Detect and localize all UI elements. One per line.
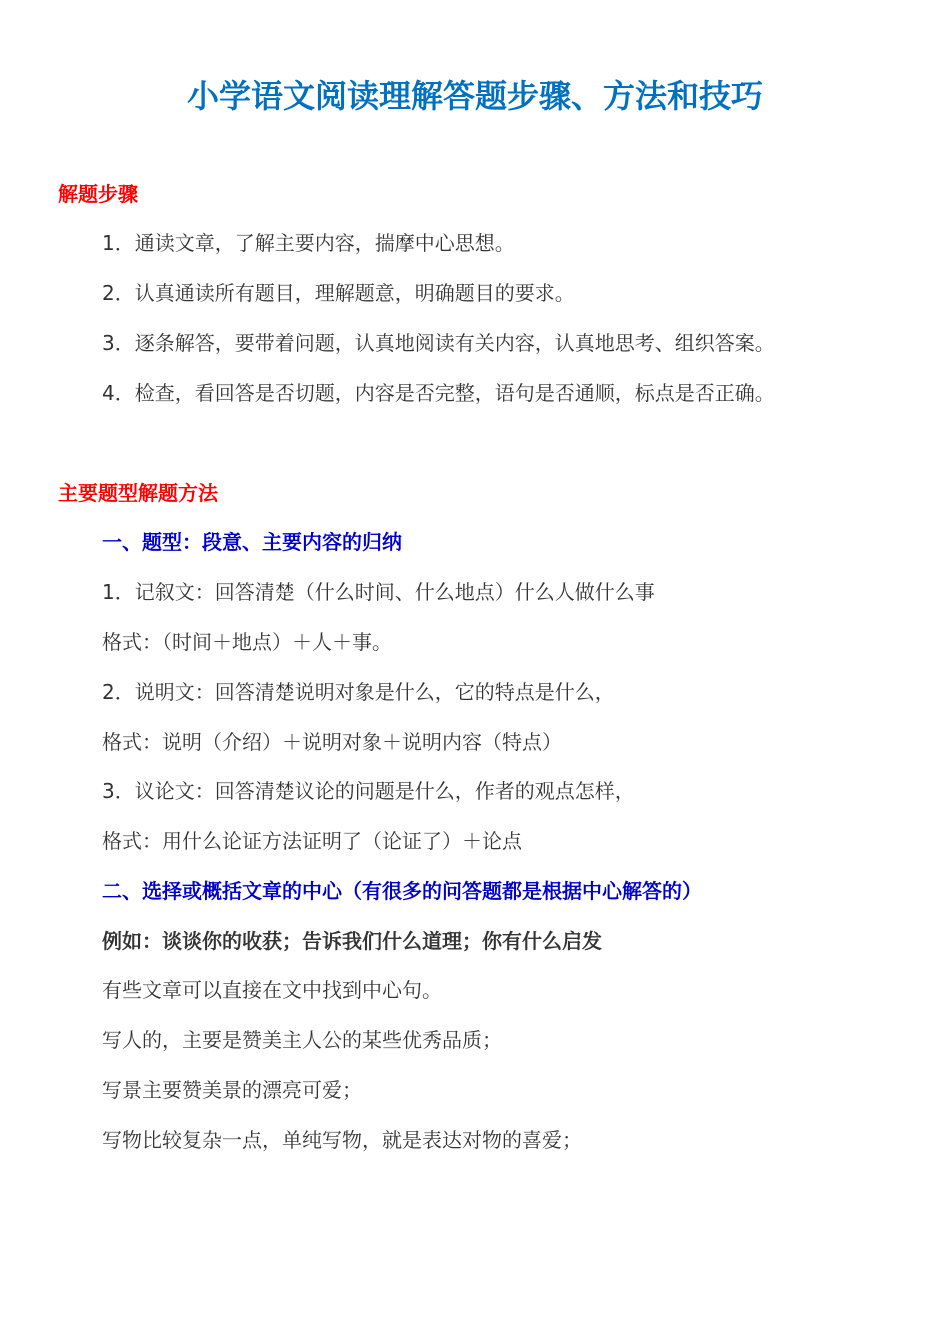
part2-line-4: 写物比较复杂一点，单纯写物，就是表达对物的喜爱； — [102, 1128, 582, 1152]
part1-line-6: 格式：用什么论证方法证明了（论证了）＋论点 — [102, 829, 522, 853]
part1-line-1: 1．记叙文：回答清楚（什么时间、什么地点）什么人做什么事 — [102, 580, 655, 604]
methods-heading: 主要题型解题方法 — [58, 481, 218, 505]
step-item-4: 4．检查，看回答是否切题，内容是否完整，语句是否通顺，标点是否正确。 — [102, 381, 775, 405]
part2-example: 例如：谈谈你的收获；告诉我们什么道理；你有什么启发 — [102, 929, 602, 953]
step-item-3: 3．逐条解答，要带着问题，认真地阅读有关内容，认真地思考、组织答案。 — [102, 331, 775, 355]
part2-line-3: 写景主要赞美景的漂亮可爱； — [102, 1078, 362, 1102]
part1-heading: 一、题型：段意、主要内容的归纳 — [102, 530, 402, 554]
part1-line-5: 3．议论文：回答清楚议论的问题是什么，作者的观点怎样， — [102, 779, 635, 803]
step-item-2: 2．认真通读所有题目，理解题意，明确题目的要求。 — [102, 281, 575, 305]
part2-line-2: 写人的，主要是赞美主人公的某些优秀品质； — [102, 1028, 502, 1052]
part2-heading: 二、选择或概括文章的中心（有很多的问答题都是根据中心解答的） — [102, 879, 702, 903]
part1-line-3: 2．说明文：回答清楚说明对象是什么，它的特点是什么， — [102, 680, 615, 704]
part1-line-2: 格式：（时间＋地点）＋人＋事。 — [102, 630, 392, 654]
part2-line-1: 有些文章可以直接在文中找到中心句。 — [102, 978, 442, 1002]
part1-line-4: 格式：说明（介绍）＋说明对象＋说明内容（特点） — [102, 730, 562, 754]
page-title: 小学语文阅读理解答题步骤、方法和技巧 — [186, 77, 763, 115]
steps-heading: 解题步骤 — [58, 182, 138, 206]
step-item-1: 1．通读文章，了解主要内容，揣摩中心思想。 — [102, 231, 515, 255]
